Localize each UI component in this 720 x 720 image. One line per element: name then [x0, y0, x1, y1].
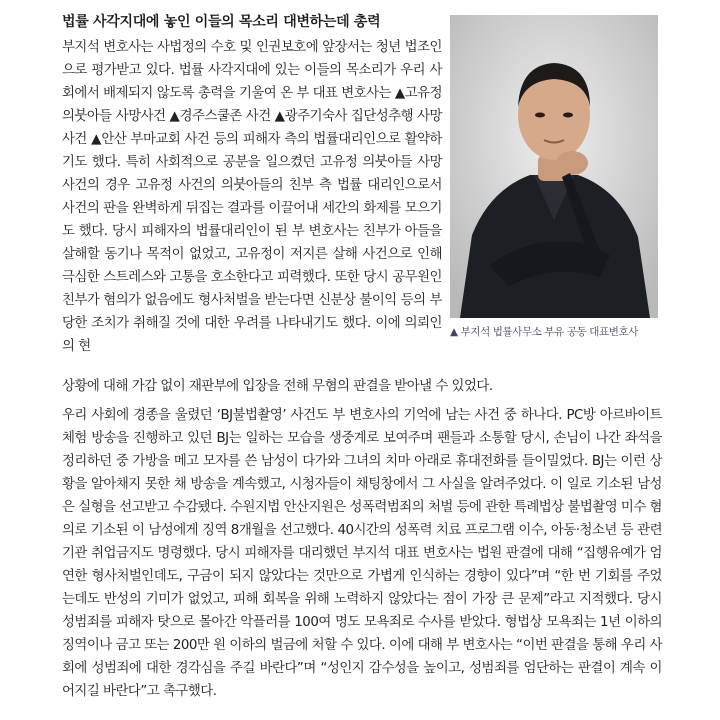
lawyer-portrait-image: [450, 15, 658, 318]
photo-figure: [450, 15, 658, 350]
paragraph-1: 부지석 변호사는 사법정의 수호 및 인권보호에 앞장서는 청년 법조인으로 평가받고 있다. 법률 사각지대에 있는 이들의 목소리가 우리 사회에서 배제되지 않도록 총력을 기울여 온 부 대표 변호사는 ▲고유정 의붓아들 사망사건 ▲경주스쿨존 사건 ▲광주기숙사 집단성추행 사망사건 ▲안산 부마교회 사건 등의 피해자 측의 법률대리인으로 활약하기도 했다. 특히 사회적으로 공분을 일으켰던 고유정 의붓아들 사망사건의 경우 고유정 사건의 의붓아들의 친부 측 법률 대리인으로서 사건의 판을 완벽하게 뒤집는 결과를 이끌어내 세간의 화제를 모으기도 했다. 당시 피해자의 법률대리인이 된 부 변호사는 친부가 아들을 살해할 동기나 목적이 없었고, 고유정이 저지른 살해 사건으로 인해 극심한 스트레스와 고통을 호소한다고 피력했다. 또한 당시 공무원인 친부가 혐의가 없음에도 형사처벌을 받는다면 신분상 불이익 등의 부당한 조치가 취해질 것에 대한 우려를 나타내기도 했다. 이에 의뢰인의 현: [62, 40, 442, 354]
photo-caption: ▲ 부지석 법률사무소 부유 공동 대표변호사: [450, 326, 638, 338]
paragraph-1-tail: 상황에 대해 가감 없이 재판부에 입장을 전해 무혐의 판결을 받아낼 수 있었다.: [62, 379, 493, 394]
paragraph-2: 우리 사회에 경종을 울렸던 ‘BJ불법촬영’ 사건도 부 변호사의 기억에 남는 사건 중 하나다. PC방 아르바이트 체험 방송을 진행하고 있던 BJ는 일하는 모습을 생중계로 보여주며 팬들과 소통할 당시, 손님이 나간 좌석을 정리하던 중 가방을 메고 모자를 쓴 남성이 다가와 그녀의 치마 아래로 휴대전화를 들이밀었다. BJ는 이런 상황을 알아채지 못한 채 방송을 계속했고, 시청자들이 채팅창에서 그 사실을 알려주었다. 이 일로 기소된 남성은 실형을 선고받고 수감됐다. 수원지법 안산지원은 성폭력범죄의 처벌 등에 관한 특례법상 불법촬영 미수 혐의로 기소된 이 남성에게 징역 8개월을 선고했다. 40시간의 성폭력 치료 프로그램 이수, 아동·청소년 등 관련 기관 취업금지도 명령했다. 당시 피해자를 대리했던 부지석 대표 변호사는 법원 판결에 대해 “집행유예가 엄연한 형사처벌인데도, 구금이 되지 않았다는 것만으로 가볍게 인식하는 경향이 있다”며 “한 번 기회를 주었는데도 반성의 기미가 없었고, 피해 회복을 위해 노력하지 않았다는 점이 가장 큰 문제”라고 지적했다. 당시 성범죄를 피해자 탓으로 몰아간 악플러를 100여 명도 모욕죄로 수사를 받았다. 형법상 모욕죄는 1년 이하의 징역이나 금고 또는 200만 원 이하의 벌금에 처할 수 있다. 이에 대해 부 변호사는 “이번 판결을 통해 우리 사회에 성범죄에 대한 경각심을 주길 바란다”며 “성인지 감수성을 높이고, 성범죄를 엄단하는 판결이 계속 이어지길 바란다”고 촉구했다.: [62, 408, 662, 699]
article-headline: 법률 사각지대에 놓인 이들의 목소리 대변하는데 총력: [62, 14, 381, 30]
